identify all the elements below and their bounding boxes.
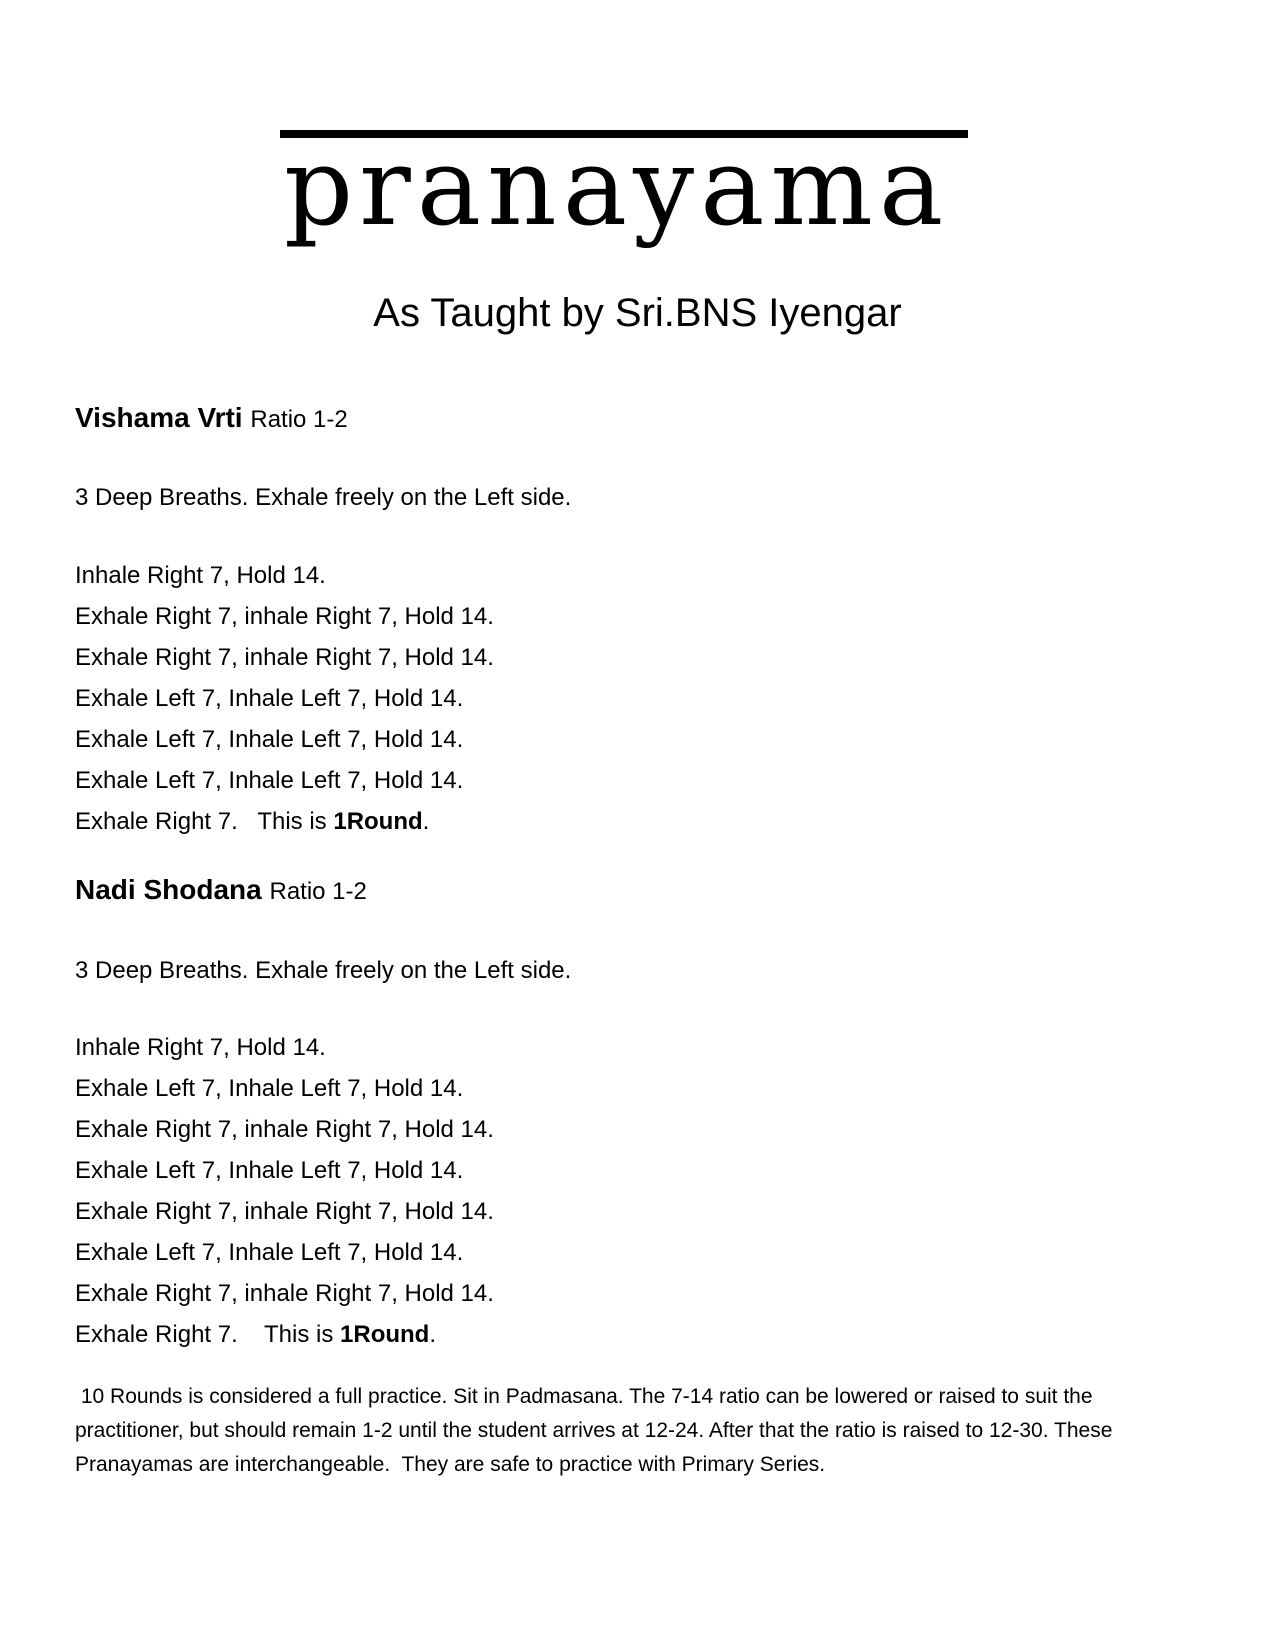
- page-subtitle: As Taught by Sri.BNS Iyengar: [373, 291, 902, 335]
- section-heading: [75, 872, 1205, 910]
- section-nadi-shodana: [75, 872, 1205, 910]
- intro-line: 3 Deep Breaths. Exhale freely on the Left side.: [75, 957, 572, 984]
- section-steps: [75, 555, 1205, 842]
- title-logo: [280, 120, 980, 260]
- step-final-line: [75, 801, 1205, 842]
- step-line: Inhale Right 7, Hold 14.: [75, 562, 326, 589]
- step-line: Exhale Right 7, inhale Right 7, Hold 14.: [75, 1116, 494, 1143]
- step-final-line: [75, 1314, 1205, 1355]
- step-line: Exhale Left 7, Inhale Left 7, Hold 14.: [75, 767, 464, 794]
- step-line: Exhale Left 7, Inhale Left 7, Hold 14.: [75, 1075, 464, 1102]
- section-ratio: Ratio 1-2: [269, 878, 367, 905]
- section-vishama-vrti: [75, 400, 1205, 438]
- section-name: Nadi Shodana: [75, 874, 262, 905]
- step-line: Exhale Left 7, Inhale Left 7, Hold 14.: [75, 1239, 464, 1266]
- round-label: 1Round: [333, 808, 423, 835]
- final-prefix: Exhale Right 7. This is: [75, 1321, 341, 1348]
- step-line: Exhale Left 7, Inhale Left 7, Hold 14.: [75, 1157, 464, 1184]
- final-suffix: .: [422, 808, 430, 835]
- intro-line: 3 Deep Breaths. Exhale freely on the Left side.: [75, 484, 572, 511]
- step-line: Exhale Right 7, inhale Right 7, Hold 14.: [75, 644, 494, 671]
- step-line: Exhale Left 7, Inhale Left 7, Hold 14.: [75, 726, 464, 753]
- step-line: Exhale Left 7, Inhale Left 7, Hold 14.: [75, 685, 464, 712]
- page-title: pranayama: [284, 125, 950, 250]
- step-line: Exhale Right 7, inhale Right 7, Hold 14.: [75, 1198, 494, 1225]
- section-steps: [75, 1027, 1205, 1355]
- section-name: Vishama Vrti: [75, 402, 243, 433]
- section-intro: [75, 950, 1205, 991]
- step-line: Exhale Right 7, inhale Right 7, Hold 14.: [75, 603, 494, 630]
- round-label: 1Round: [340, 1321, 430, 1348]
- section-heading: [75, 400, 1205, 438]
- final-suffix: .: [429, 1321, 437, 1348]
- step-line: Inhale Right 7, Hold 14.: [75, 1034, 326, 1061]
- section-ratio: Ratio 1-2: [250, 406, 348, 433]
- final-prefix: Exhale Right 7. This is: [75, 808, 334, 835]
- practice-note: 10 Rounds is considered a full practice. Sit in Padmasana. The 7-14 ratio can be lowered or raised to suit the practitioner, but should remain 1-2 until the student arrives at 12-24. After that the ratio is raised to 12-30. These Pranayamas are interchangeable. They are safe to practice with Primary Series.: [75, 1385, 1119, 1476]
- section-intro: [75, 477, 1205, 518]
- step-line: Exhale Right 7, inhale Right 7, Hold 14.: [75, 1280, 494, 1307]
